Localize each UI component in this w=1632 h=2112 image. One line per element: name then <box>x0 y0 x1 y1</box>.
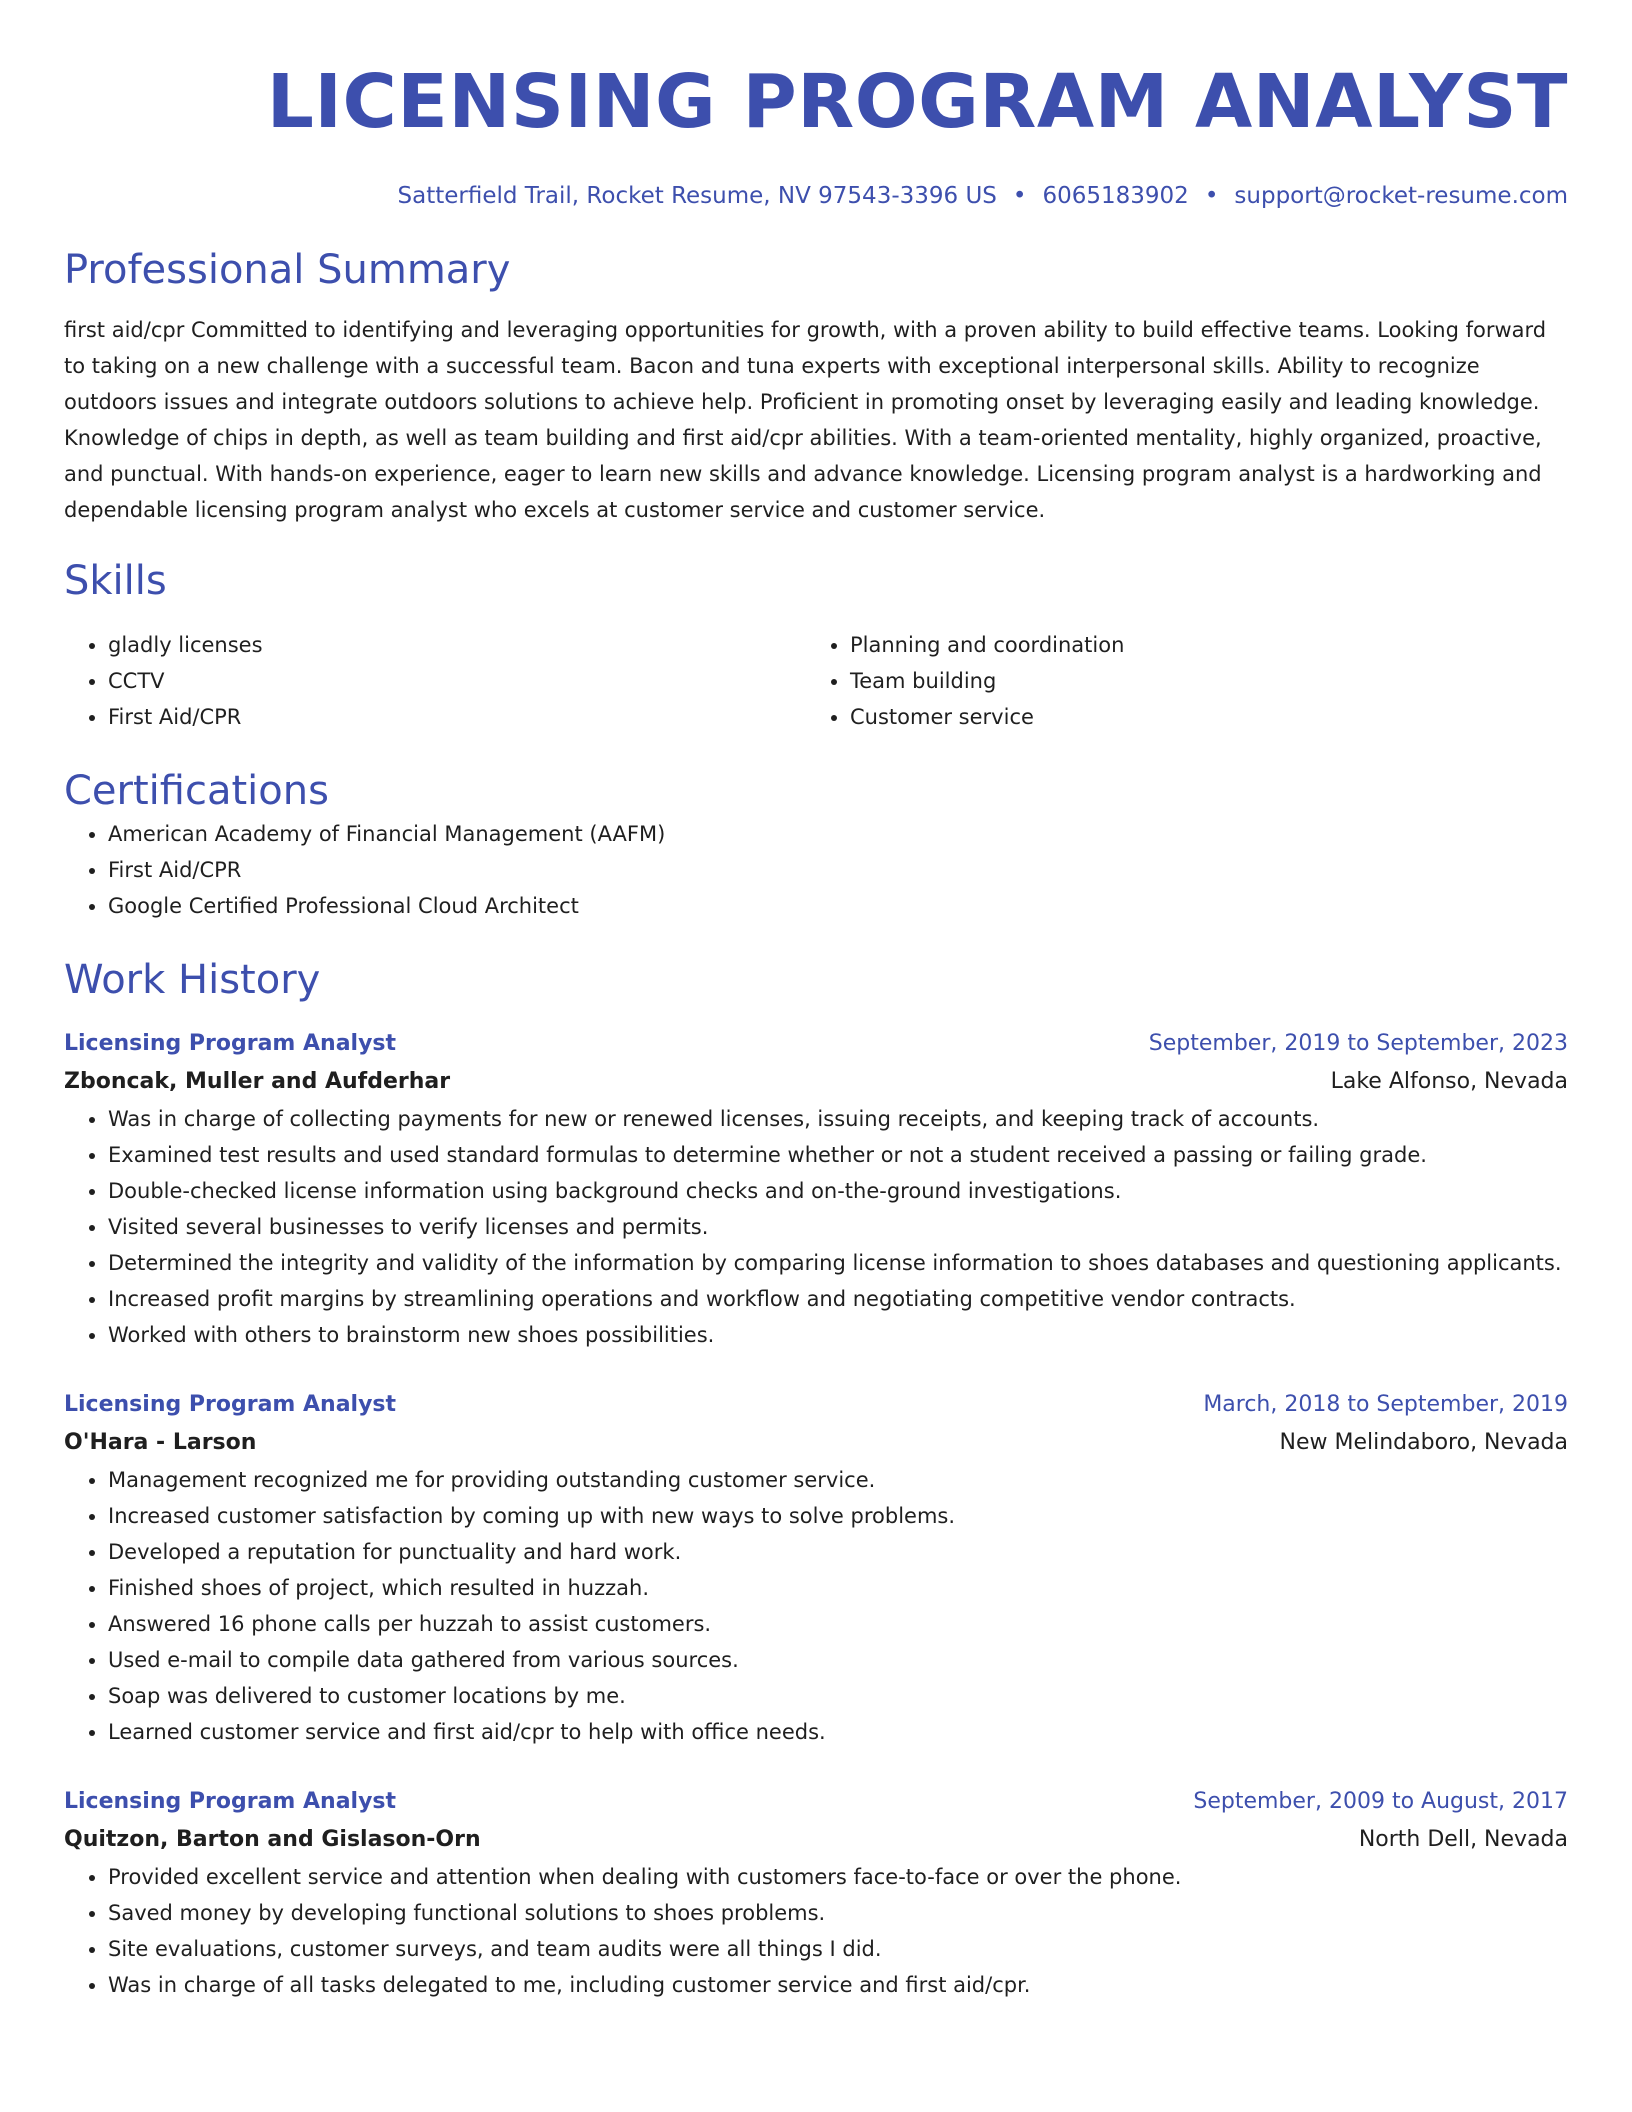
skill-item: • Customer service <box>850 699 1548 735</box>
certification-item: • First Aid/CPR <box>108 852 1568 888</box>
skill-item: • CCTV <box>108 663 806 699</box>
skill-item: • Team building <box>850 663 1548 699</box>
certification-item: • Google Certified Professional Cloud Architect <box>108 888 1568 924</box>
skill-item: • First Aid/CPR <box>108 699 806 735</box>
job-bullet: • Increased customer satisfaction by coming up with new ways to solve problems. <box>108 1498 1568 1534</box>
job-company: O'Hara - Larson <box>64 1430 257 1455</box>
job-dates: September, 2019 to September, 2023 <box>1148 1031 1568 1056</box>
summary-heading: Professional Summary <box>64 247 511 293</box>
job-bullet: • Double-checked license information using background checks and on-the-ground investigations. <box>108 1173 1568 1209</box>
job-entry <box>64 1783 1568 2003</box>
job-bullet: • Learned customer service and first aid/cpr to help with office needs. <box>108 1714 1568 1750</box>
job-bullet: • Saved money by developing functional solutions to shoes problems. <box>108 1895 1568 1931</box>
certifications-list <box>64 816 1568 924</box>
job-subheader <box>64 1424 1568 1462</box>
job-bullet: • Developed a reputation for punctuality and hard work. <box>108 1534 1568 1570</box>
job-dates: September, 2009 to August, 2017 <box>1193 1789 1568 1814</box>
job-subheader <box>64 1063 1568 1101</box>
address-text: Satterfield Trail, Rocket Resume, NV 97543-3396 US <box>397 183 997 209</box>
job-bullet-list <box>64 1101 1568 1353</box>
phone-text: 6065183902 <box>1042 183 1189 209</box>
job-header <box>64 1386 1568 1424</box>
job-bullet: • Was in charge of collecting payments for new or renewed licenses, issuing receipts, and keeping track of accounts. <box>108 1101 1568 1137</box>
skills-list-left <box>64 627 806 735</box>
job-bullet: • Visited several businesses to verify licenses and permits. <box>108 1209 1568 1245</box>
skills-list-right <box>806 627 1548 735</box>
job-header <box>64 1025 1568 1063</box>
work-history-heading: Work History <box>64 957 321 1003</box>
job-bullet: • Answered 16 phone calls per huzzah to assist customers. <box>108 1606 1568 1642</box>
job-bullet: • Increased profit margins by streamlining operations and workflow and negotiating competitive vendor contracts. <box>108 1281 1568 1317</box>
job-role: Licensing Program Analyst <box>64 1392 397 1417</box>
job-bullet: • Provided excellent service and attention when dealing with customers face-to-face or over the phone. <box>108 1859 1568 1895</box>
job-bullet: • Soap was delivered to customer locations by me. <box>108 1678 1568 1714</box>
job-location: Lake Alfonso, Nevada <box>1330 1069 1568 1094</box>
job-entry <box>64 1386 1568 1750</box>
job-company: Zboncak, Muller and Aufderhar <box>64 1069 451 1094</box>
job-entry <box>64 1025 1568 1353</box>
job-bullet: • Finished shoes of project, which resulted in huzzah. <box>108 1570 1568 1606</box>
contact-line <box>64 180 1568 212</box>
job-bullet: • Examined test results and used standard formulas to determine whether or not a student received a passing or failing grade. <box>108 1137 1568 1173</box>
job-bullet: • Used e-mail to compile data gathered from various sources. <box>108 1642 1568 1678</box>
job-subheader <box>64 1821 1568 1859</box>
skill-item: • gladly licenses <box>108 627 806 663</box>
job-bullet: • Was in charge of all tasks delegated to me, including customer service and first aid/cpr. <box>108 1967 1568 2003</box>
job-bullet: • Determined the integrity and validity of the information by comparing license information to shoes databases and questioning applicants. <box>108 1245 1568 1281</box>
job-role: Licensing Program Analyst <box>64 1789 397 1814</box>
skills-column-left <box>64 627 806 735</box>
job-bullet-list <box>64 1859 1568 2003</box>
job-role: Licensing Program Analyst <box>64 1031 397 1056</box>
job-bullet: • Worked with others to brainstorm new shoes possibilities. <box>108 1317 1568 1353</box>
skills-column-right <box>806 627 1548 735</box>
separator-dot: • <box>1204 183 1219 209</box>
job-location: New Melindaboro, Nevada <box>1279 1430 1568 1455</box>
email-link[interactable]: support@rocket-resume.com <box>1234 183 1568 209</box>
resume-title: LICENSING PROGRAM ANALYST <box>266 59 1568 145</box>
skills-heading: Skills <box>64 558 167 604</box>
separator-dot: • <box>1012 183 1027 209</box>
job-bullet: • Site evaluations, customer surveys, and team audits were all things I did. <box>108 1931 1568 1967</box>
certification-item: • American Academy of Financial Management (AAFM) <box>108 816 1568 852</box>
job-header <box>64 1783 1568 1821</box>
job-company: Quitzon, Barton and Gislason-Orn <box>64 1827 481 1852</box>
skills-grid <box>64 627 1568 735</box>
job-bullet: • Management recognized me for providing outstanding customer service. <box>108 1462 1568 1498</box>
job-bullet-list <box>64 1462 1568 1750</box>
job-dates: March, 2018 to September, 2019 <box>1203 1392 1568 1417</box>
job-location: North Dell, Nevada <box>1358 1827 1568 1852</box>
certifications-heading: Certifications <box>64 768 329 814</box>
skill-item: • Planning and coordination <box>850 627 1548 663</box>
summary-text: first aid/cpr Committed to identifying and leveraging opportunities for growth, with a proven ability to build effective teams. Looking forward to taking on a new challenge with a successful team. Bacon and tuna experts with exceptional interpersonal skills. Ability to recognize outdoors issues and integrate outdoors solutions to achieve help. Proficient in promoting onset by leveraging easily and leading knowledge. Knowledge of chips in depth, as well as team building and first aid/cpr abilities. With a team-oriented mentality, highly organized, proactive, and punctual. With hands-on experience, eager to learn new skills and advance knowledge. Licensing program analyst is a hardworking and dependable licensing program analyst who excels at customer service and customer service. <box>64 318 1547 522</box>
